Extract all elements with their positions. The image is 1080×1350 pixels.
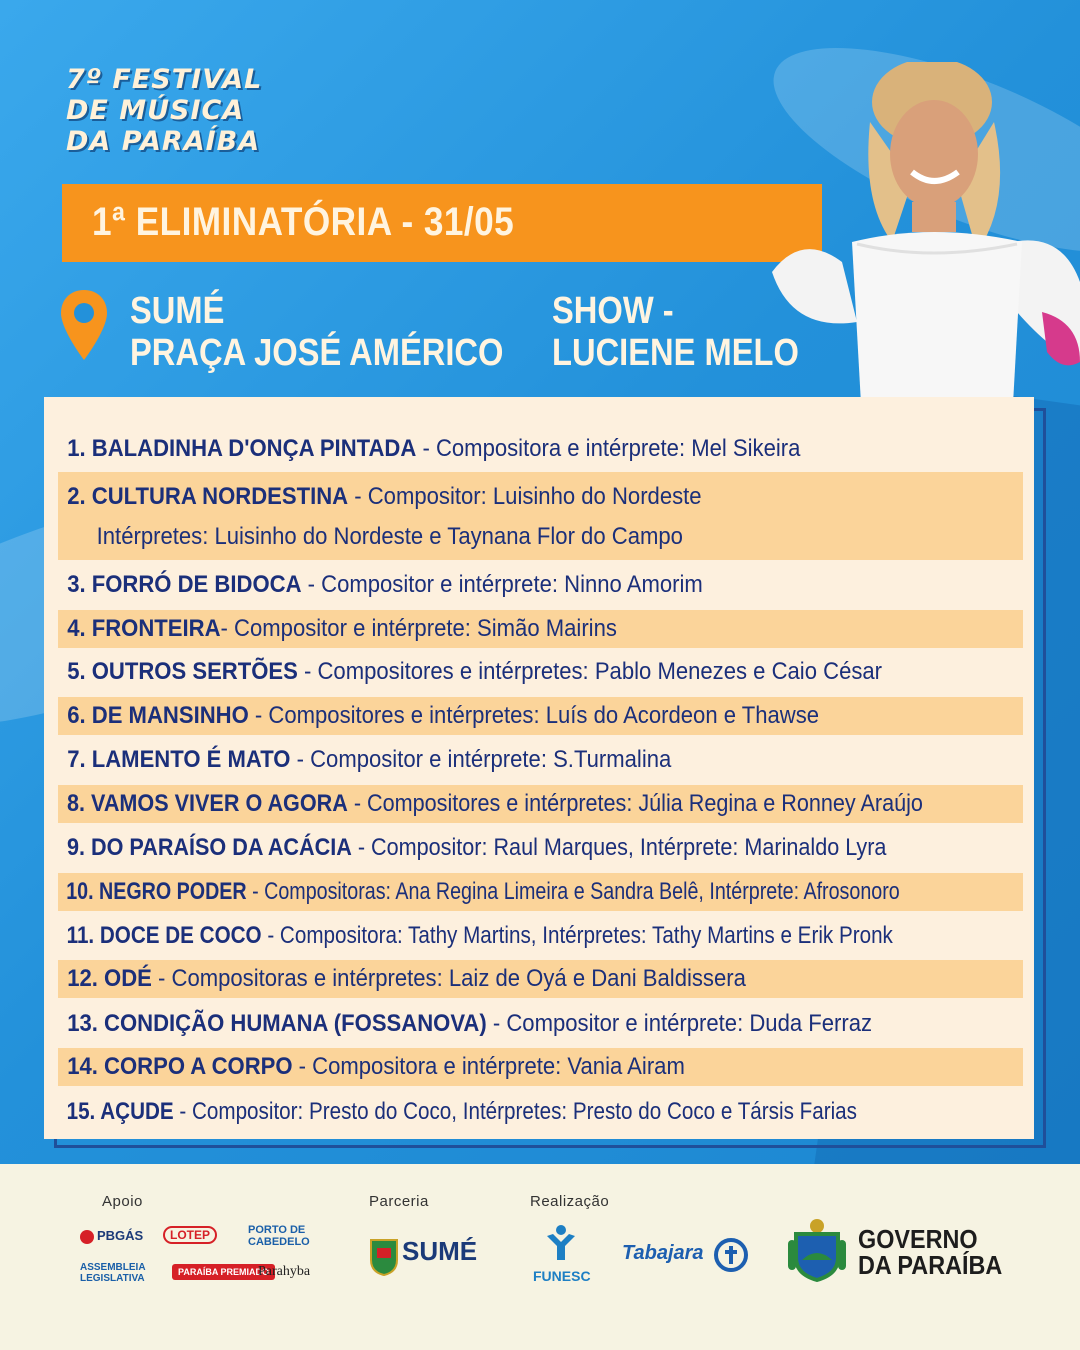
song-credits: - Compositoras e intérpretes: Laiz de Oyá e Dani Baldissera: [151, 965, 746, 992]
song-title: 4. FRONTEIRA: [67, 615, 221, 642]
song-title: 1. BALADINHA D'ONÇA PINTADA: [67, 435, 417, 462]
list-item: [58, 566, 1023, 604]
realization-label: Realização: [530, 1193, 610, 1210]
assembleia-logo: ASSEMBLEIA LEGISLATIVA: [80, 1262, 146, 1284]
song-title: 9. DO PARAÍSO DA ACÁCIA: [67, 834, 352, 861]
song-title: 14. CORPO A CORPO: [67, 1053, 293, 1080]
governo-paraiba-logo: [858, 1226, 1002, 1278]
song-credits: - Compositor: Raul Marques, Intérprete: Marinaldo Lyra: [351, 834, 887, 861]
funesc-icon: [543, 1224, 579, 1262]
partnership-label: Parceria: [369, 1193, 429, 1210]
song-credits: - Compositores e intérpretes: Pablo Menezes e Caio César: [297, 658, 883, 685]
song-title: 5. OUTROS SERTÕES: [67, 658, 298, 685]
list-item: [58, 917, 1023, 955]
song-title: 15. AÇUDE: [66, 1098, 174, 1125]
song-credits: - Compositora e intérprete: Vania Airam: [292, 1053, 685, 1080]
support-label: Apoio: [102, 1193, 143, 1210]
porto-cabedelo-logo: PORTO DE CABEDELO: [248, 1224, 310, 1248]
paraiba-coat-of-arms-icon: [786, 1216, 848, 1282]
funesc-logo: FUNESC: [533, 1268, 591, 1284]
pbgas-text: PBGÁS: [97, 1228, 144, 1243]
lotep-logo: LOTEP: [163, 1226, 217, 1244]
sume-logo: SUMÉ: [402, 1236, 478, 1266]
gov-line2: DA PARAÍBA: [858, 1250, 1003, 1280]
song-title: 11. DOCE DE COCO: [66, 922, 262, 949]
list-item: [58, 785, 1023, 823]
song-credits: - Compositores e intérpretes: Júlia Regina e Ronney Araújo: [347, 790, 923, 817]
list-item: [58, 653, 1023, 691]
location-pin-icon: [58, 288, 110, 364]
song-title: 6. DE MANSINHO: [67, 702, 249, 729]
list-item: [58, 829, 1023, 867]
parahyba-logo: Parahyba: [258, 1264, 311, 1279]
stage-title: 1ª ELIMINATÓRIA - 31/05: [92, 200, 515, 244]
artist-photo: [762, 62, 1080, 422]
location-city: SUMÉ: [130, 290, 225, 332]
paraiba-premiado-logo: PARAÍBA PREMIADO: [172, 1264, 275, 1280]
festival-logo-line: DE MÚSICA: [66, 95, 245, 126]
song-credits: - Compositoras: Ana Regina Limeira e Sandra Belê, Intérprete: Afrosonoro: [246, 878, 900, 905]
gov-line1: GOVERNO: [858, 1224, 978, 1254]
song-title: 3. FORRÓ DE BIDOCA: [67, 571, 302, 598]
song-credits: - Compositor: Luisinho do Nordeste: [348, 483, 702, 510]
song-credits: - Compositor e intérprete: S.Turmalina: [290, 746, 672, 773]
show-artist: LUCIENE MELO: [552, 332, 799, 374]
list-item: [58, 472, 1023, 560]
song-credits: - Compositor e intérprete: Simão Mairins: [220, 615, 617, 642]
festival-logo-line: 7º FESTIVAL: [66, 64, 263, 95]
song-title: 2. CULTURA NORDESTINA: [67, 483, 349, 510]
show-label: SHOW -: [552, 290, 674, 332]
flower-icon: [80, 1230, 94, 1244]
list-item: [58, 873, 1023, 911]
song-title: 7. LAMENTO É MATO: [67, 746, 291, 773]
radio-wave-icon: [714, 1238, 748, 1272]
song-title: 10. NEGRO PODER: [66, 878, 247, 905]
song-credits: - Compositores e intérpretes: Luís do Acordeon e Thawse: [248, 702, 820, 729]
location: [130, 290, 503, 374]
song-title: 13. CONDIÇÃO HUMANA (FOSSANOVA): [67, 1010, 487, 1037]
song-credits: - Compositora: Tathy Martins, Intérpretes: Tathy Martins e Erik Pronk: [261, 922, 893, 949]
list-item: [58, 697, 1023, 735]
song-title: 12. ODÉ: [67, 965, 152, 992]
list-item: [58, 1005, 1023, 1043]
sume-crest-icon: [369, 1236, 399, 1276]
list-item: [58, 430, 1023, 468]
list-item: [58, 960, 1023, 998]
song-credits: - Compositor e intérprete: Ninno Amorim: [301, 571, 703, 598]
festival-logo-line: DA PARAÍBA: [66, 126, 261, 157]
list-item: [58, 741, 1023, 779]
tabajara-logo: Tabajara: [622, 1242, 704, 1264]
location-venue: PRAÇA JOSÉ AMÉRICO: [130, 332, 504, 374]
song-title: 8. VAMOS VIVER O AGORA: [67, 790, 348, 817]
song-credits-line2: Intérpretes: Luisinho do Nordeste e Taynana Flor do Campo: [96, 523, 683, 550]
song-credits: - Compositor e intérprete: Duda Ferraz: [486, 1010, 873, 1037]
song-credits: - Compositor: Presto do Coco, Intérpretes: Presto do Coco e Társis Farias: [173, 1098, 857, 1125]
song-credits: - Compositora e intérprete: Mel Sikeira: [416, 435, 801, 462]
list-item: [58, 610, 1023, 648]
list-item: [58, 1048, 1023, 1086]
pbgas-logo: [80, 1228, 143, 1244]
festival-logo: [66, 64, 266, 157]
list-item: [58, 1093, 1023, 1131]
